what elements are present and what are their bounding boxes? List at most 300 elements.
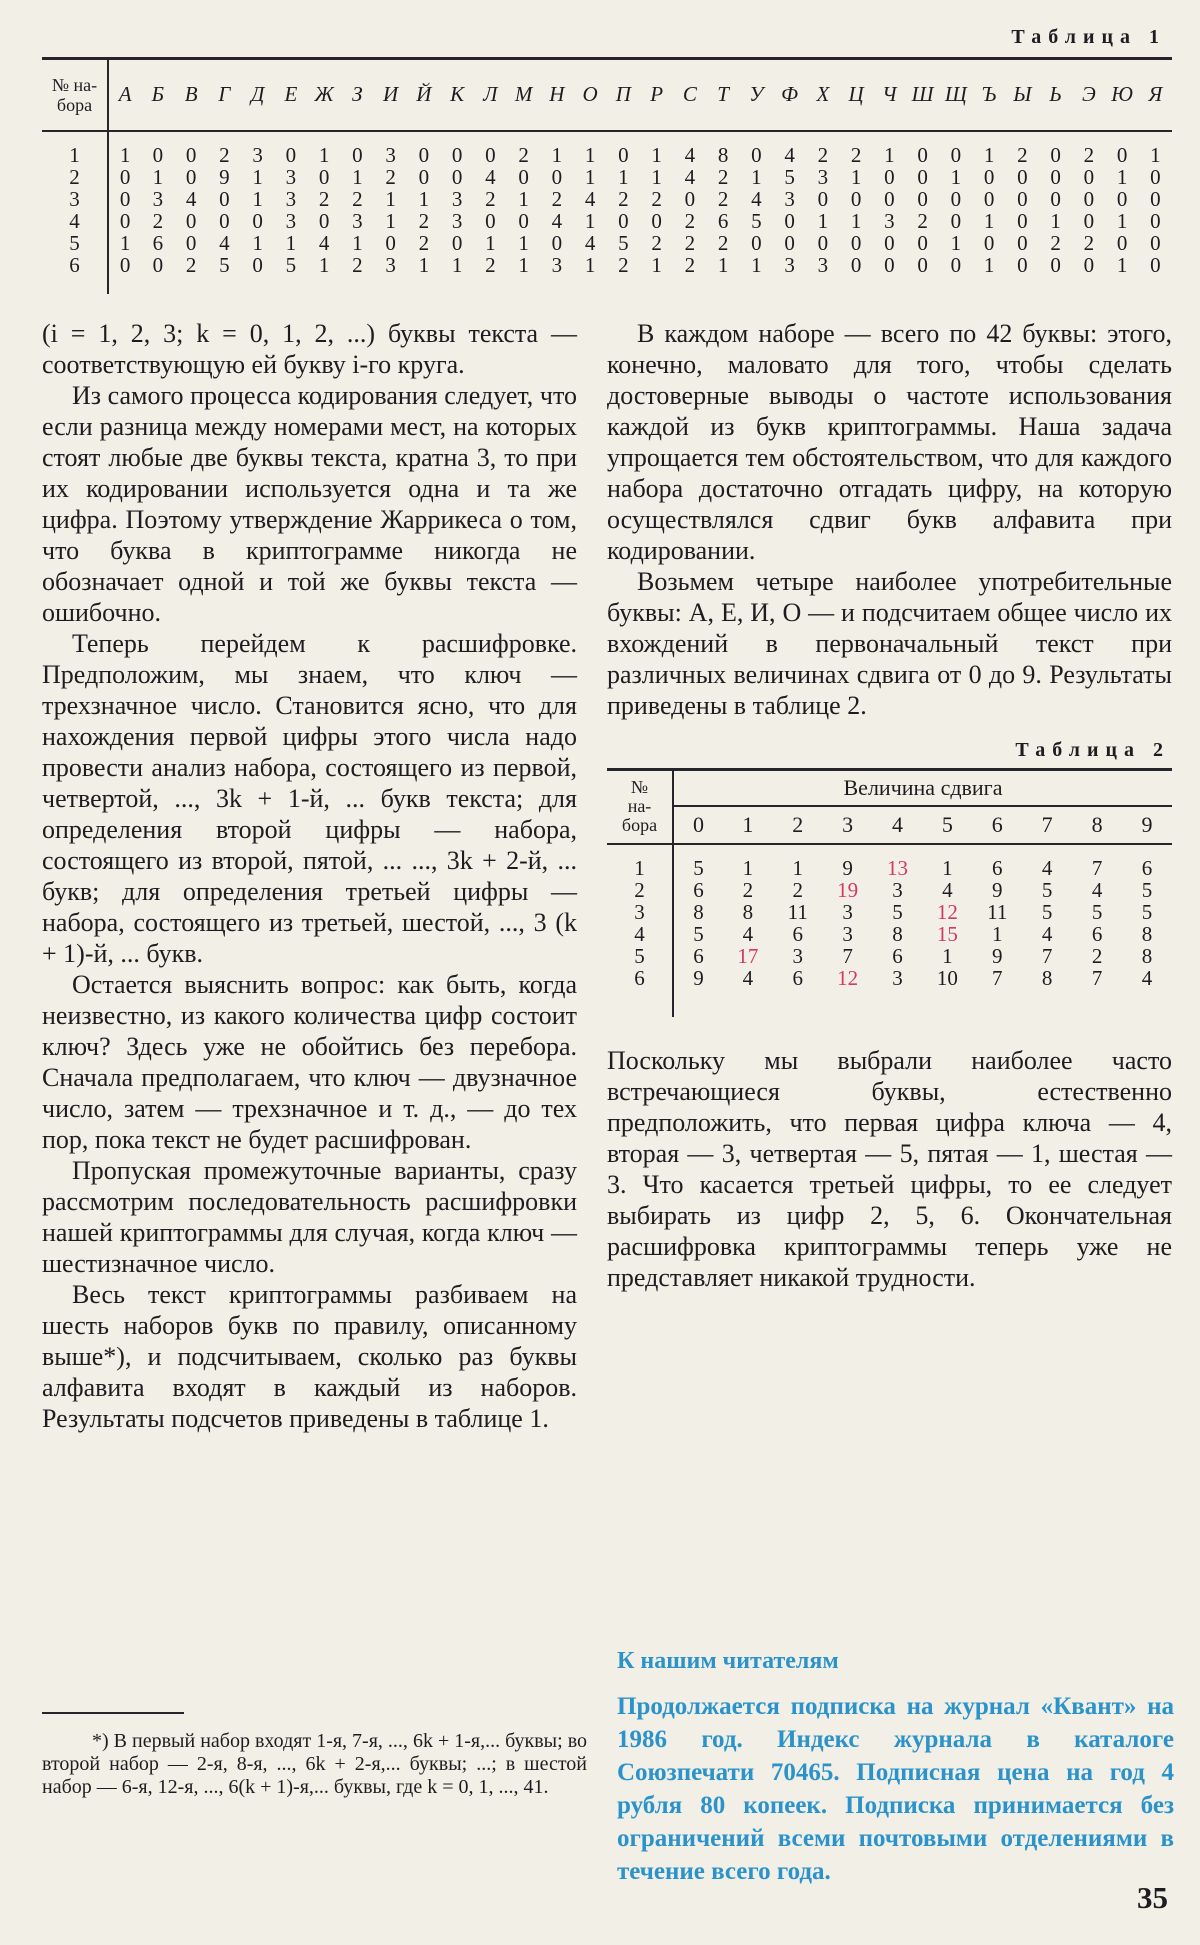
table2-shift-value: 6 — [991, 812, 1003, 837]
table1-cell: 0 — [850, 252, 862, 277]
table1-cell: 0 — [817, 186, 829, 211]
table1-cell: 0 — [119, 186, 131, 211]
table1-cell: 1 — [518, 230, 529, 255]
table2-row-label: 6 — [607, 967, 673, 989]
table1-cell: 1 — [1116, 252, 1128, 277]
table2-corner-header — [607, 769, 673, 844]
table1-cell: 4 — [485, 164, 496, 189]
table1-cell: 0 — [917, 230, 928, 255]
table1-letter: Ш — [911, 82, 934, 107]
table1-cell: 0 — [119, 164, 131, 189]
table1-cell: 4 — [551, 208, 563, 233]
table1-cell: 0 — [1083, 208, 1095, 233]
table1-letter: Х — [816, 82, 830, 107]
table1-cell: 2 — [684, 208, 696, 233]
table1-cell: 1 — [518, 186, 529, 211]
table1-letter: С — [682, 82, 697, 107]
readers-body: Продолжается подписка на журнал «Квант» на 1986 год. Индекс журнала в каталоге Союзпечати 70465. Подписная цена на год 4 рубля 80 копеек. Подписка принимается без ограничений всеми почтовыми отделениями в течение всего года. — [617, 1693, 1174, 1885]
table1-cell: 0 — [1050, 252, 1061, 277]
table1-cell: 0 — [352, 142, 363, 167]
table1-cell: 3 — [451, 208, 463, 233]
table1-cell: 1 — [651, 164, 662, 189]
table1-corner-line1: № на- — [51, 74, 98, 95]
table1-cell: 0 — [784, 230, 795, 255]
table2-cell: 8 — [1141, 944, 1153, 968]
table1-cell: 1 — [252, 186, 263, 211]
table1-cell: 0 — [751, 142, 762, 167]
table1-cell: 1 — [717, 252, 729, 277]
table1-cell: 0 — [850, 186, 862, 211]
table1-cell: 2 — [551, 186, 563, 211]
table1-body — [42, 131, 1172, 276]
table1-cell: 0 — [485, 208, 496, 233]
table1-cell: 0 — [1083, 164, 1095, 189]
table2-corner-line2: на- — [627, 796, 652, 817]
table1-cell: 0 — [185, 208, 197, 233]
table1-cell: 3 — [817, 252, 829, 277]
table1-cell: 1 — [983, 142, 995, 167]
table1-row-label: 2 — [42, 166, 108, 188]
table1-cell: 6 — [152, 230, 164, 255]
footnote — [42, 1712, 587, 1799]
table1-cell: 5 — [751, 208, 762, 233]
table2-cell: 12 — [936, 900, 958, 924]
table1-letter: Н — [549, 82, 565, 107]
table1-cell: 0 — [1150, 252, 1161, 277]
table1-cell: 1 — [119, 142, 131, 167]
table1-cell: 2 — [1050, 230, 1061, 255]
table1-cell: 2 — [418, 230, 430, 255]
table2-cell: 9 — [842, 856, 853, 880]
table2-cell: 17 — [737, 944, 759, 968]
table2-cell: 11 — [787, 900, 808, 924]
table1-cell: 2 — [651, 230, 662, 255]
table2-row — [607, 901, 1172, 923]
table1-row-label: 3 — [42, 188, 108, 210]
table1-letter: Ц — [848, 82, 864, 107]
table1-cell: 0 — [983, 230, 995, 255]
table2-cell: 6 — [693, 944, 704, 968]
table1-cell: 0 — [917, 252, 928, 277]
table1-cell: 0 — [1116, 186, 1128, 211]
table2-cell: 3 — [892, 966, 903, 990]
table2-cell: 19 — [837, 878, 859, 902]
table1-cell: 1 — [584, 142, 596, 167]
table1-cell: 0 — [418, 142, 430, 167]
table2-cell: 13 — [887, 856, 908, 880]
table1-row — [42, 131, 1172, 166]
table1-cell: 0 — [1116, 230, 1128, 255]
table1-cell: 0 — [418, 164, 430, 189]
table1-cell: 0 — [1083, 252, 1095, 277]
table1-cell: 0 — [983, 186, 995, 211]
table2-body — [607, 844, 1172, 989]
paragraph: В каждом наборе — всего по 42 буквы: этого, конечно, маловато для того, чтобы сделать достоверные выводы о частоте использования каждой из букв криптограммы. Наша задача упрощается тем обстоятельством, что для каждого набора достаточно отгадать цифру, на которую осуществлялся сдвиг букв алфавита при кодировании. — [607, 318, 1172, 565]
paragraph: Из самого процесса кодирования следует, что если разница между номерами мест, на которых стоят любые две буквы текста, кратна 3, то при их кодировании используется одна и та же цифра. Поэтому утверждение Жаррикеса о том, что буква в криптограмме никогда не обозначает одной и той же буквы текста — ошибочно. — [42, 380, 577, 627]
table2-row-label: 3 — [607, 901, 673, 923]
table2-group-header: Величина сдвига — [673, 769, 1172, 806]
table1-cell: 2 — [485, 252, 496, 277]
table1-cell: 0 — [1150, 186, 1161, 211]
table1-cell: 8 — [717, 142, 729, 167]
table2-cell: 12 — [837, 966, 859, 990]
table1-cell: 5 — [219, 252, 230, 277]
table1-cell: 3 — [884, 208, 895, 233]
table1-cell: 0 — [152, 142, 164, 167]
table2-shift-value: 3 — [842, 812, 854, 837]
table1-cell: 0 — [318, 164, 330, 189]
paragraph: Весь текст криптограммы разбиваем на шесть наборов букв по правилу, описанному выше*), и подсчитываем, сколько раз буквы алфавита входят в каждый из наборов. Результаты подсчетов приведены в таблице 1. — [42, 1279, 577, 1433]
table1-corner-line2: бора — [56, 94, 93, 115]
table1-cell: 4 — [584, 186, 596, 211]
table1-letter: Э — [1081, 82, 1096, 107]
table1-letter: М — [514, 82, 533, 107]
table1-cell: 0 — [551, 230, 563, 255]
table1-cell: 5 — [618, 230, 629, 255]
table1-caption: Таблица 1 — [1011, 26, 1166, 48]
table2-cell: 6 — [1141, 856, 1153, 880]
table1-letter: Т — [717, 82, 729, 107]
table1-cell: 0 — [185, 164, 197, 189]
table1-cell: 1 — [1116, 208, 1128, 233]
table2-cell: 8 — [892, 922, 903, 946]
table1-cell: 0 — [1116, 142, 1128, 167]
table2-spacer-row — [607, 989, 1172, 1017]
table2-cell: 4 — [742, 922, 754, 946]
table2-cell: 1 — [942, 944, 953, 968]
table1-letter: З — [352, 82, 363, 107]
paragraph: Теперь перейдем к расшифровке. Предположим, мы знаем, что ключ — трехзначное число. Становится ясно, что для нахождения первой цифры этого числа надо провести анализ набора, состоящего из первой, четвертой, ..., 3k + 1-й, ... букв текста; для определения второй цифры — набора, состоящего из второй, пятой, ... ..., 3k + 2-й, ... букв; для определения третьей цифры — набора, состоящего из третьей, шестой, ..., 3 (k + 1)-й, ... букв. — [42, 628, 577, 968]
table1-cell: 0 — [884, 252, 895, 277]
table1-cell: 2 — [1017, 142, 1028, 167]
table1-cell: 0 — [950, 208, 962, 233]
table2-cell: 6 — [1091, 922, 1103, 946]
table2-cell: 2 — [1091, 944, 1103, 968]
table1-cell: 0 — [219, 186, 230, 211]
table1-cell: 0 — [551, 164, 563, 189]
table1-row-label: 4 — [42, 210, 108, 232]
table1-cell: 0 — [285, 142, 297, 167]
table1-cell: 0 — [152, 252, 164, 277]
table1-cell: 9 — [219, 164, 230, 189]
table1-cell: 0 — [884, 230, 895, 255]
table1-cell: 0 — [651, 208, 662, 233]
table1-letter: О — [582, 82, 598, 107]
table2-cell: 7 — [1091, 966, 1103, 990]
table1-letter: Ю — [1111, 82, 1133, 107]
table1-cell: 4 — [684, 164, 696, 189]
table1-cell: 0 — [451, 164, 463, 189]
table2-row-label: 1 — [607, 844, 673, 879]
table2-row — [607, 945, 1172, 967]
table1-cell: 0 — [518, 164, 529, 189]
table2-shift-value: 7 — [1041, 812, 1053, 837]
table1-cell: 0 — [618, 142, 629, 167]
table1-cell: 0 — [684, 186, 696, 211]
table2-row-label: 2 — [607, 879, 673, 901]
table2-cell: 3 — [792, 944, 803, 968]
footnote-text: *) В первый набор входят 1-я, 7-я, ..., 6k + 1-я,... буквы; во второй набор — 2-я, 8-я, ..., 6k + 2-я,... буквы; ...; в шестой набор — 6-я, 12-я, ..., 6(k + 1)-я,... буквы, где k = 0, 1, ..., 41. — [42, 1730, 587, 1798]
table1-cell: 5 — [285, 252, 297, 277]
table2-shift-row — [607, 806, 1172, 844]
table2-row — [607, 879, 1172, 901]
table1-cell: 3 — [385, 142, 396, 167]
table1-cell: 0 — [252, 252, 263, 277]
table1-cell: 1 — [950, 230, 962, 255]
right-column-top-paragraphs — [607, 318, 1172, 721]
table1-cell: 2 — [817, 142, 829, 167]
table1-cell: 4 — [318, 230, 330, 255]
table2-cell: 4 — [1091, 878, 1103, 902]
table1-cell: 2 — [518, 142, 529, 167]
table1-cell: 0 — [1050, 142, 1061, 167]
table1-spacer-row — [42, 276, 1172, 294]
table2-row — [607, 923, 1172, 945]
paragraph: Остается выяснить вопрос: как быть, когда неизвестно, из какого количества цифр состоит ключ? Здесь уже не обойтись без перебора. Сначала предполагаем, что ключ — двузначное число, затем — трехзначное и т. д., — до тех пор, пока текст не будет расшифрован. — [42, 969, 577, 1154]
table2-shift-value: 1 — [742, 812, 754, 837]
readers-box — [617, 1648, 1174, 1888]
table1-cell: 0 — [518, 208, 529, 233]
table1-letter: Ъ — [982, 82, 997, 107]
table1-cell: 0 — [850, 230, 862, 255]
table1-cell: 0 — [1017, 208, 1028, 233]
table1-row — [42, 166, 1172, 188]
table1-cell: 2 — [485, 186, 496, 211]
table1-cell: 2 — [318, 186, 330, 211]
table1-header-row — [42, 59, 1172, 131]
table2-cell: 15 — [936, 922, 958, 946]
table2-cell: 5 — [1041, 878, 1053, 902]
table1-cell: 1 — [1150, 142, 1161, 167]
table2-shift-value: 5 — [941, 812, 953, 837]
table1-cell: 3 — [817, 164, 829, 189]
table1-cell: 2 — [684, 230, 696, 255]
table1-letter: Б — [151, 82, 165, 107]
table1-cell: 1 — [850, 208, 862, 233]
table1-cell: 1 — [1050, 208, 1061, 233]
table1-cell: 1 — [318, 252, 330, 277]
table1-cell: 1 — [318, 142, 330, 167]
table1-cell: 6 — [717, 208, 729, 233]
table2-cell: 6 — [992, 856, 1003, 880]
table2-corner-line3: бора — [621, 815, 658, 836]
table1-cell: 1 — [418, 186, 430, 211]
table2-cell: 7 — [1091, 856, 1103, 880]
table1-cell: 4 — [584, 230, 596, 255]
table1-cell: 1 — [950, 164, 962, 189]
table1-cell: 3 — [385, 252, 396, 277]
table1-cell: 1 — [352, 164, 363, 189]
readers-heading: К нашим читателям — [617, 1648, 839, 1674]
table2-cell: 8 — [742, 900, 754, 924]
table1-cell: 2 — [651, 186, 662, 211]
table1-cell: 2 — [618, 252, 629, 277]
table1-cell: 4 — [751, 186, 762, 211]
table1-cell: 3 — [352, 208, 363, 233]
table1 — [42, 57, 1172, 294]
table2-cell: 4 — [942, 878, 953, 902]
table1-letter: Й — [416, 82, 432, 107]
paragraph: (i = 1, 2, 3; k = 0, 1, 2, ...) буквы текста — соответствующую ей букву i-го круга. — [42, 318, 577, 379]
table1-cell: 0 — [1017, 230, 1028, 255]
table1-cell: 0 — [884, 186, 895, 211]
table2-cell: 5 — [1141, 900, 1153, 924]
table1-cell: 0 — [318, 208, 330, 233]
table1-cell: 2 — [352, 252, 363, 277]
table2-cell: 6 — [792, 922, 803, 946]
table1-letter: Ь — [1049, 82, 1062, 107]
table1-corner-header — [42, 59, 108, 131]
table1-cell: 0 — [385, 230, 396, 255]
table1-cell: 1 — [651, 252, 662, 277]
table1-cell: 1 — [518, 252, 529, 277]
table2-cell: 8 — [1141, 922, 1153, 946]
table1-row-label: 1 — [42, 131, 108, 166]
table1-cell: 2 — [1083, 142, 1095, 167]
table1-cell: 2 — [185, 252, 197, 277]
table2-cell: 7 — [992, 966, 1003, 990]
table2-cell: 5 — [693, 922, 704, 946]
table1-letter: Ж — [314, 82, 334, 107]
table2-cell: 3 — [842, 922, 853, 946]
table2-row-label: 4 — [607, 923, 673, 945]
table1-letter: Ч — [882, 82, 897, 107]
table1-letter: И — [383, 82, 399, 107]
table1-cell: 0 — [1083, 186, 1095, 211]
table2-cell: 4 — [1041, 922, 1053, 946]
table1-cell: 0 — [784, 208, 795, 233]
table2-cell: 9 — [992, 944, 1003, 968]
table2-cell: 8 — [693, 900, 704, 924]
table2-cell: 2 — [742, 878, 754, 902]
table1-cell: 2 — [850, 142, 862, 167]
table2-cell: 4 — [742, 966, 754, 990]
table1-cell: 0 — [917, 186, 928, 211]
table2-cell: 5 — [892, 900, 903, 924]
table2-shift-value: 9 — [1141, 812, 1153, 837]
table2-cell: 6 — [693, 878, 704, 902]
table1-cell: 4 — [784, 142, 795, 167]
table2-cell: 5 — [1141, 878, 1153, 902]
table1-letter: Е — [284, 82, 298, 107]
table1-cell: 1 — [385, 186, 396, 211]
table1-cell: 1 — [152, 164, 164, 189]
table1-cell: 0 — [451, 142, 463, 167]
table1-letter: Ф — [781, 82, 799, 107]
table2-cell: 9 — [693, 966, 704, 990]
table1-letter: Р — [650, 82, 664, 107]
table2-caption: Таблица 2 — [1015, 738, 1170, 761]
table1-cell: 0 — [451, 230, 463, 255]
table1-row — [42, 232, 1172, 254]
table1-cell: 2 — [717, 186, 729, 211]
table1-cell: 1 — [485, 230, 496, 255]
table2-cell: 7 — [1041, 944, 1053, 968]
table1-cell: 2 — [352, 186, 363, 211]
table1-cell: 2 — [418, 208, 430, 233]
table2-row-label: 5 — [607, 945, 673, 967]
table1-cell: 1 — [983, 252, 995, 277]
table2-cell: 1 — [792, 856, 803, 880]
table1-cell: 3 — [252, 142, 263, 167]
table1-cell: 0 — [1017, 252, 1028, 277]
table1-cell: 0 — [983, 164, 995, 189]
table1-letter: Я — [1148, 82, 1163, 107]
table1-cell: 3 — [551, 252, 563, 277]
table1-cell: 5 — [784, 164, 795, 189]
table1-cell: 0 — [950, 252, 962, 277]
table2-cell: 4 — [1141, 966, 1153, 990]
right-column-bottom-paragraphs — [607, 1045, 1172, 1293]
table1-cell: 0 — [884, 164, 895, 189]
table1-cell: 2 — [152, 208, 164, 233]
table1-cell: 1 — [418, 252, 430, 277]
table1-cell: 3 — [784, 252, 795, 277]
table2-row — [607, 967, 1172, 989]
table1-cell: 2 — [917, 208, 928, 233]
table1-letter: К — [450, 82, 465, 107]
table1-cell: 0 — [751, 230, 762, 255]
table1-cell: 0 — [917, 142, 928, 167]
table1-cell: 2 — [1083, 230, 1095, 255]
table1-cell: 1 — [252, 230, 263, 255]
table1-cell: 1 — [1116, 164, 1128, 189]
table1-letter: В — [184, 82, 198, 107]
table1-cell: 1 — [119, 230, 131, 255]
table1-cell: 3 — [285, 186, 297, 211]
table2-cell: 2 — [792, 878, 803, 902]
table1-cell: 0 — [185, 142, 197, 167]
table1-cell: 0 — [618, 208, 629, 233]
table2-group-row — [607, 769, 1172, 806]
table2-cell: 6 — [892, 944, 903, 968]
table1-cell: 0 — [1150, 230, 1161, 255]
table1-cell: 1 — [651, 142, 662, 167]
table1-cell: 0 — [1017, 164, 1028, 189]
table1-letter: Щ — [944, 82, 967, 107]
table1-cell: 3 — [285, 208, 297, 233]
table2-cell: 1 — [742, 856, 754, 880]
table2-cell: 9 — [992, 878, 1003, 902]
table1-cell: 0 — [185, 230, 197, 255]
table1-letter: У — [749, 82, 764, 107]
left-column — [42, 318, 577, 1434]
table2-shift-value: 4 — [892, 812, 903, 837]
two-column-text — [42, 318, 1172, 1434]
table2-cell: 5 — [693, 856, 704, 880]
table1-cell: 1 — [551, 142, 563, 167]
table1-row — [42, 210, 1172, 232]
table2-cell: 11 — [987, 900, 1008, 924]
table2-shift-value: 2 — [792, 812, 804, 837]
table1-cell: 4 — [185, 186, 197, 211]
table1-cell: 1 — [817, 208, 829, 233]
table2-cell: 4 — [1041, 856, 1053, 880]
table1-cell: 1 — [252, 164, 263, 189]
table1-cell: 2 — [219, 142, 230, 167]
table1-letter: А — [118, 82, 132, 107]
table1-cell: 3 — [451, 186, 463, 211]
table1-row-label: 6 — [42, 254, 108, 276]
table1-cell: 4 — [684, 142, 696, 167]
table2-cell: 10 — [936, 966, 958, 990]
table1-cell: 1 — [584, 252, 596, 277]
table1-cell: 1 — [385, 208, 396, 233]
table1-cell: 3 — [152, 186, 164, 211]
table1-cell: 4 — [219, 230, 230, 255]
table1-letter: Ы — [1013, 82, 1032, 107]
table2-shift-value: 8 — [1091, 812, 1103, 837]
